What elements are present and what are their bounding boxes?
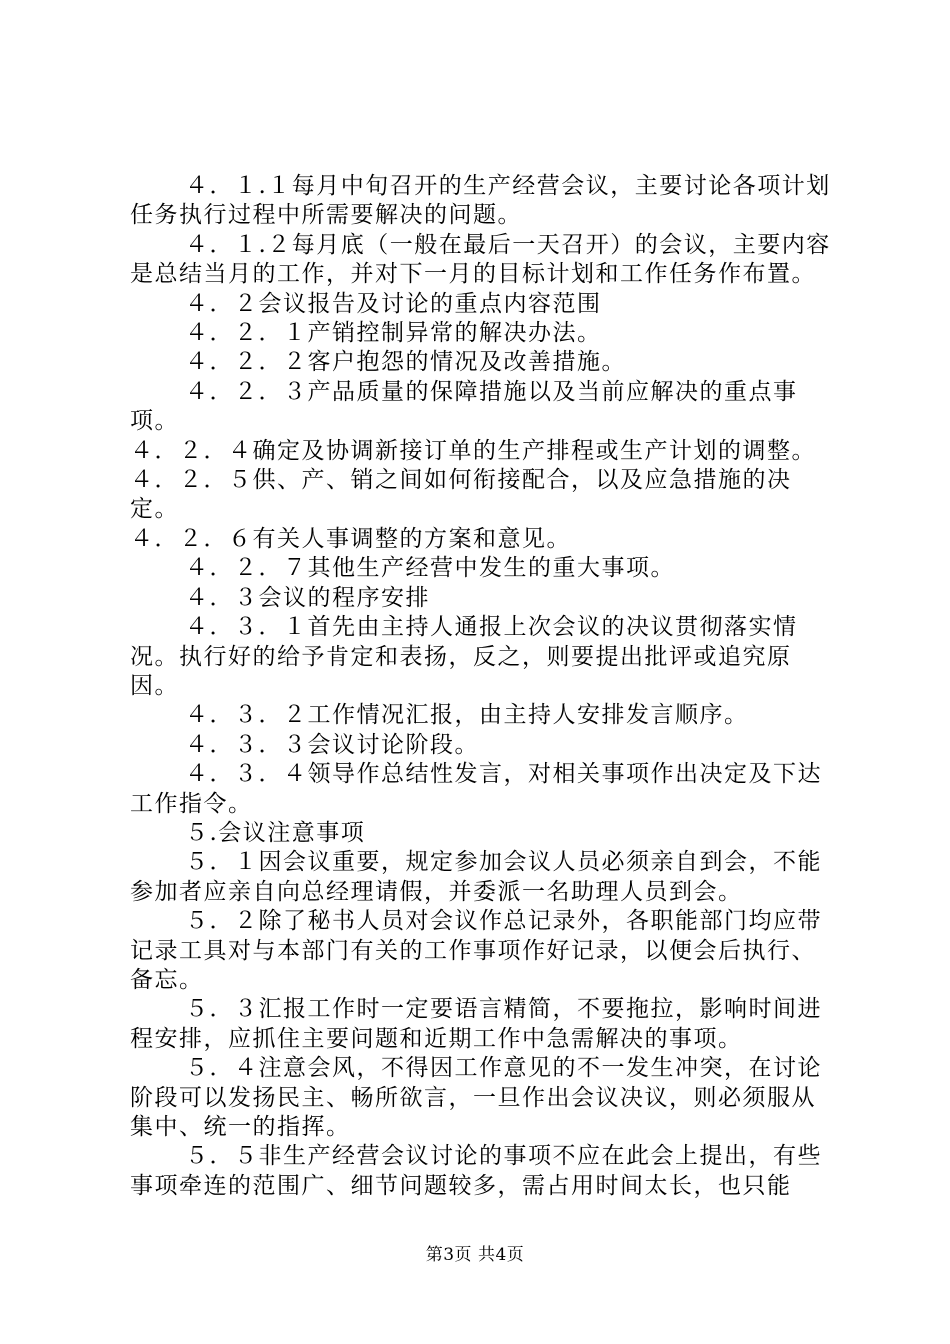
paragraph-4-3-2: ４．３．２工作情况汇报，由主持人安排发言顺序。	[185, 702, 749, 729]
paragraph-4-3-4: ４．３．４领导作总结性发言，对相关事项作出决定及下达工作指令。	[130, 761, 822, 817]
paragraph-4-2-1: ４．２．１产销控制异常的解决办法。	[185, 320, 602, 347]
paragraph-5-4: ５．４注意会风，不得因工作意见的不一发生冲突，在讨论阶段可以发扬民主、畅所欲言，一旦作出会议决议，则必须服从集中、统一的指挥。	[130, 1055, 822, 1140]
heading-4-2: ４．２会议报告及讨论的重点内容范围	[185, 290, 602, 317]
paragraph-5-1: ５．１因会议重要，规定参加会议人员必须亲自到会，不能参加者应亲自向总经理请假，并委派一名助理人员到会。	[130, 849, 822, 905]
paragraph-5-2: ５．２除了秘书人员对会议作总记录外，各职能部门均应带记录工具对与本部门有关的工作事项作好记录，以便会后执行、备忘。	[130, 908, 822, 993]
paragraph-5-5: ５．５非生产经营会议讨论的事项不应在此会上提出，有些事项牵连的范围广、细节问题较多，需占用时间太长，也只能	[130, 1143, 822, 1199]
paragraph-4-2-4: ４．２．４确定及协调新接订单的生产排程或生产计划的调整。	[130, 437, 816, 464]
paragraph-4-1-1: ４．１.１每月中旬召开的生产经营会议，主要讨论各项计划任务执行过程中所需要解决的问题。	[130, 173, 831, 229]
heading-5: ５.会议注意事项	[185, 819, 366, 846]
paragraph-5-3: ５．３汇报工作时一定要语言精简，不要拖拉，影响时间进程安排，应抓住主要问题和近期工作中急需解决的事项。	[130, 996, 822, 1052]
paragraph-4-2-5: ４．２．５供、产、销之间如何衔接配合，以及应急措施的决定。	[130, 467, 792, 523]
paragraph-4-1-2: ４．１.２每月底（一般在最后一天召开）的会议，主要内容是总结当月的工作，并对下一月的目标计划和工作任务作布置。	[130, 231, 831, 288]
paragraph-4-2-7: ４．２．７其他生产经营中发生的重大事项。	[185, 555, 675, 582]
paragraph-4-3-3: ４．３．３会议讨论阶段。	[185, 731, 479, 758]
document-body	[130, 172, 835, 1201]
paragraph-4-2-6: ４．２．６有关人事调整的方案和意见。	[130, 525, 571, 552]
paragraph-4-3-1: ４．３．１首先由主持人通报上次会议的决议贯彻落实情况。执行好的给予肯定和表扬，反之，则要提出批评或追究原因。	[130, 614, 798, 699]
paragraph-4-2-3: ４．２．３产品质量的保障措施以及当前应解决的重点事项。	[130, 378, 798, 435]
page-number-footer: 第3页 共4页	[425, 1245, 525, 1265]
paragraph-4-2-2: ４．２．２客户抱怨的情况及改善措施。	[185, 349, 626, 376]
heading-4-3: ４．３会议的程序安排	[185, 584, 430, 611]
